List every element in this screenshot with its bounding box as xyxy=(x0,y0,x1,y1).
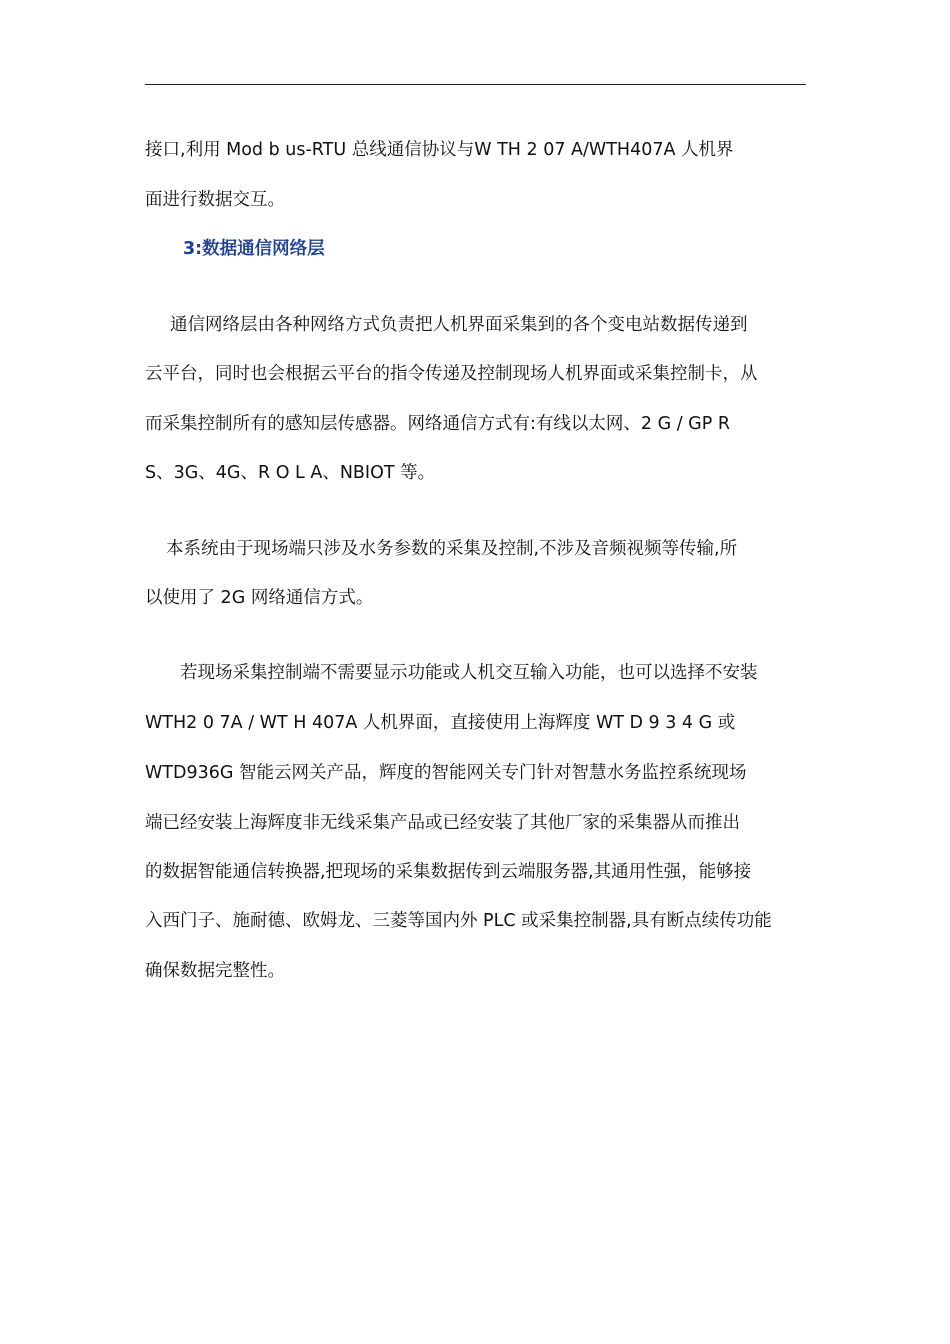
header-rule xyxy=(145,84,806,85)
paragraph-1-line-4: S、3G、4G、R O L A、NBIOT 等。 xyxy=(145,463,436,483)
paragraph-0-line-2: 面进行数据交互。 xyxy=(145,190,285,210)
paragraph-3-line-4: 端已经安装上海辉度非无线采集产品或已经安装了其他厂家的采集器从而推出 xyxy=(145,813,740,833)
paragraph-3-line-7: 确保数据完整性。 xyxy=(145,961,285,981)
paragraph-0-line-1: 接口,利用 Mod b us-RTU 总线通信协议与W TH 2 07 A/WTH407A 人机界 xyxy=(145,140,734,160)
paragraph-3-line-5: 的数据智能通信转换器,把现场的采集数据传到云端服务器,其通用性强，能够接 xyxy=(145,862,752,882)
section-heading: 3:数据通信网络层 xyxy=(183,239,325,259)
paragraph-3-line-3: WTD936G 智能云网关产品，辉度的智能网关专门针对智慧水务监控系统现场 xyxy=(145,763,747,783)
paragraph-1-line-2: 云平台，同时也会根据云平台的指令传递及控制现场人机界面或采集控制卡，从 xyxy=(145,364,758,384)
paragraph-2-line-2: 以使用了 2G 网络通信方式。 xyxy=(145,588,374,608)
paragraph-1-line-3: 而采集控制所有的感知层传感器。网络通信方式有:有线以太网、2 G / GP R xyxy=(145,414,731,434)
paragraph-2-line-1: 本系统由于现场端只涉及水务参数的采集及控制,不涉及音频视频等传输,所 xyxy=(166,539,738,559)
paragraph-3-line-6: 入西门子、施耐德、欧姆龙、三菱等国内外 PLC 或采集控制器,具有断点续传功能 xyxy=(145,911,772,931)
paragraph-3-line-2: WTH2 0 7A / WT H 407A 人机界面，直接使用上海辉度 WT D 9 3 4 G 或 xyxy=(145,713,736,733)
paragraph-3-line-1: 若现场采集控制端不需要显示功能或人机交互输入功能，也可以选择不安装 xyxy=(180,663,758,683)
paragraph-1-line-1: 通信网络层由各种网络方式负责把人机界面采集到的各个变电站数据传递到 xyxy=(170,315,748,335)
